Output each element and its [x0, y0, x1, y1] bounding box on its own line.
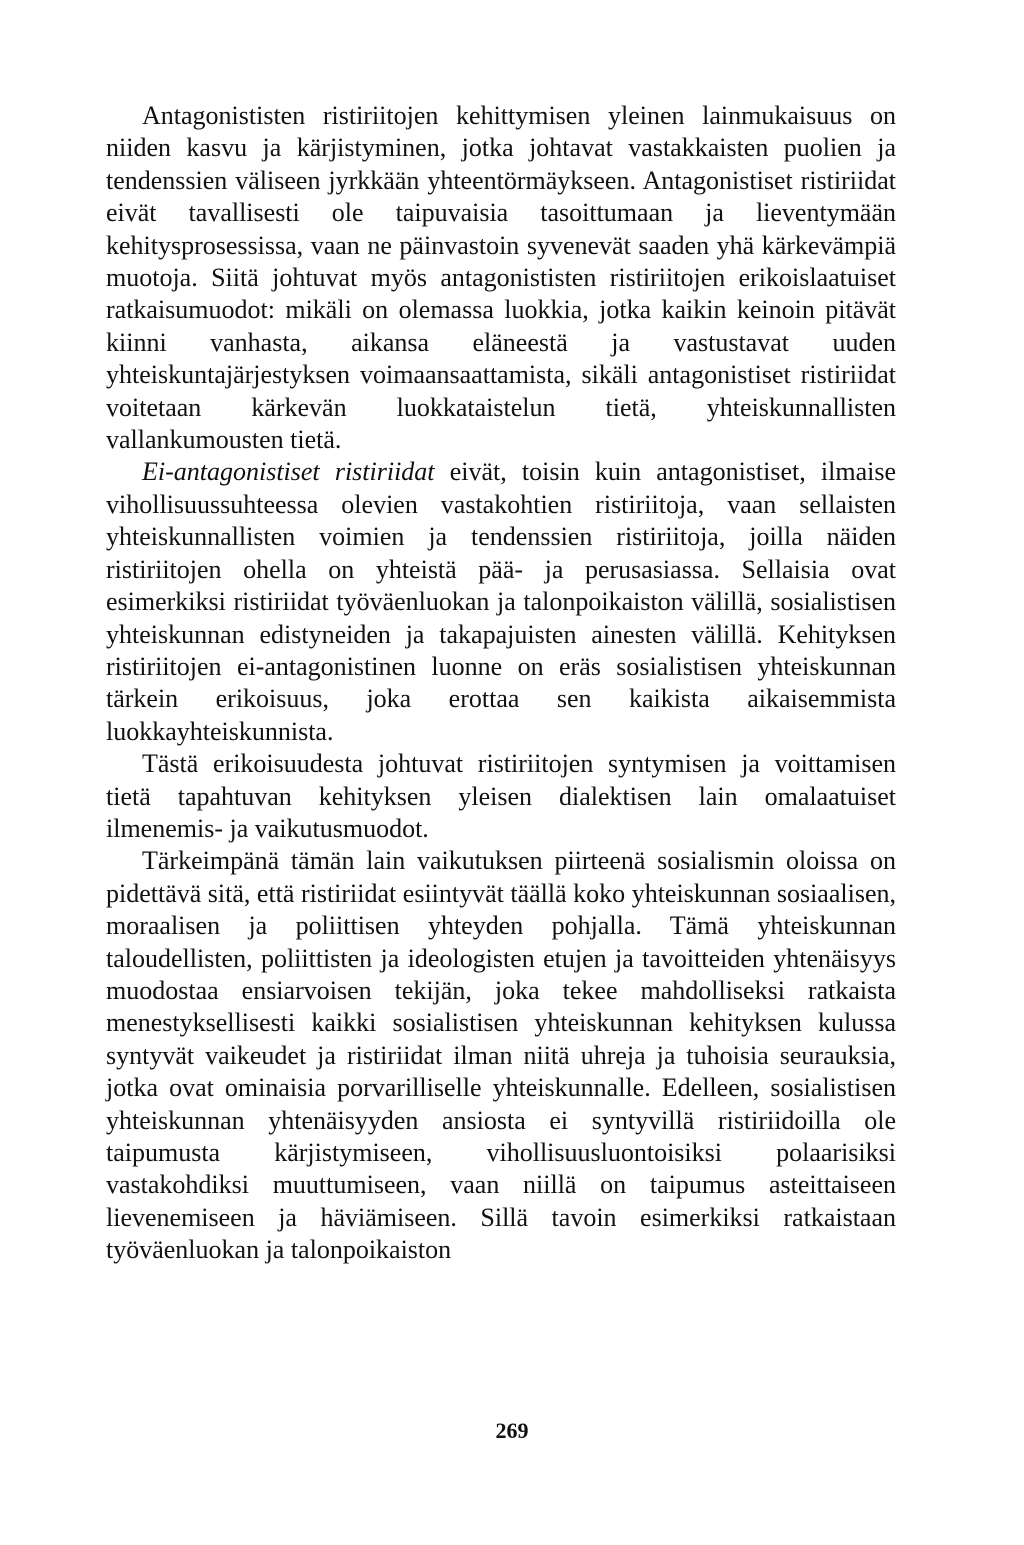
paragraph-1-text: Antagonististen ristiriitojen kehittymisen yleinen lainmukaisuus on niiden kasvu ja kärjistyminen, jotka johtavat vastakkaisten puolien ja tendenssien väliseen jyrkkään yhteentörmäykseen. Antagonistiset ristiriidat eivät tavallisesti ole taipuvaisia tasoittumaan ja lieventymään kehitysprosessissa, vaan ne päinvastoin syvenevät saaden yhä kärkevämpiä muotoja. Siitä johtuvat myös antagonististen ristiriitojen erikoislaatuiset ratkaisumuodot: mikäli on olemassa luokkia, jotka kaikin keinoin pitävät kiinni vanhasta, aikansa eläneestä ja vastustavat uuden yhteiskuntajärjestyksen voimaansaattamista, sikäli antagonistiset ristiriidat voitetaan kärkevän luokkataistelun tietä, yhteiskunnallisten vallankumousten tietä.	[106, 101, 896, 455]
paragraph-1	[106, 100, 896, 456]
paragraph-2	[106, 456, 896, 748]
page-body	[106, 100, 896, 1267]
paragraph-4-text: Tärkeimpänä tämän lain vaikutuksen piirteenä sosialismin oloissa on pidettävä sitä, että ristiriidat esiintyvät täällä koko yhteiskunnan sosiaalisen, moraalisen ja poliittisen yhteyden pohjalla. Tämä yhteiskunnan taloudellisten, poliittisten ja ideologisten etujen ja tavoitteiden yhtenäisyys muodostaa ensiarvoisen tekijän, joka tekee mahdolliseksi ratkaista menestyksellisesti kaikki sosialistisen yhteiskunnan kehityksen kulussa syntyvät vaikeudet ja ristiriidat ilman niitä uhreja ja tuhoisia seurauksia, jotka ovat ominaisia porvarilliselle yhteiskunnalle. Edelleen, sosialistisen yhteiskunnan yhtenäisyyden ansiosta ei syntyvillä ristiriidoilla ole taipumusta kärjistymiseen, vihollisuusluontoisiksi polaarisiksi vastakohdiksi muuttumiseen, vaan niillä on taipumus asteittaiseen lievenemiseen ja häviämiseen. Sillä tavoin esimerkiksi ratkaistaan työväenluokan ja talonpoikaiston	[106, 846, 896, 1265]
paragraph-2-lead: Ei-antagonistiset ristiriidat	[142, 457, 435, 487]
paragraph-4	[106, 845, 896, 1266]
paragraph-2-text: eivät, toisin kuin antagonistiset, ilmaise vihollisuussuhteessa olevien vastakohtien ristiriitoja, vaan sellaisten yhteiskunnallisten voimien ja tendenssien ristiriitoja, joilla näiden ristiriitojen ohella on yhteistä pää- ja perusasiassa. Sellaisia ovat esimerkiksi ristiriidat työväenluokan ja talonpoikaiston välillä, sosialistisen yhteiskunnan edistyneiden ja takapajuisten ainesten välillä. Kehityksen ristiriitojen ei-antagonistinen luonne on eräs sosialistisen yhteiskunnan tärkein erikoisuus, joka erottaa sen kaikista aikaisemmista luokkayhteiskunnista.	[106, 457, 896, 746]
page-number: 269	[495, 1418, 529, 1443]
paragraph-3	[106, 748, 896, 845]
paragraph-3-text: Tästä erikoisuudesta johtuvat ristiriitojen syntymisen ja voittamisen tietä tapahtuvan kehityksen yleisen dialektisen lain omalaatuiset ilmenemis- ja vaikutusmuodot.	[106, 749, 896, 843]
